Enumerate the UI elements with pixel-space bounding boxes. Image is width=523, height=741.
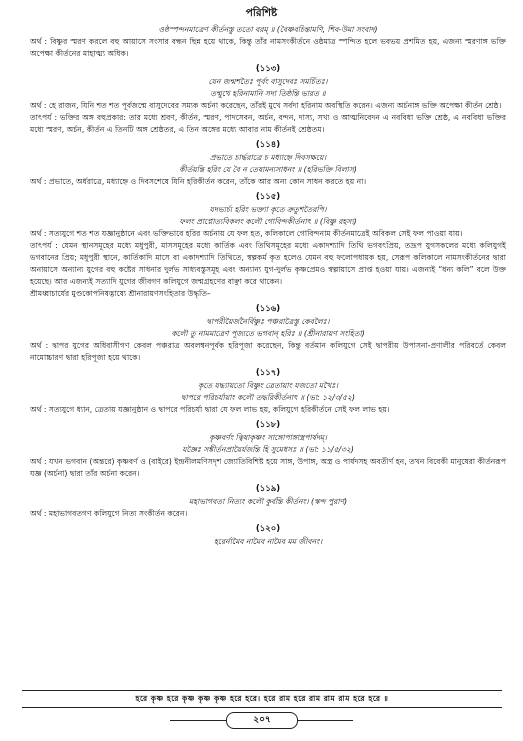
verse-line: কৃতে যদ্ধ্যায়তো বিষ্ণুং ত্রেতায়াং যজতো মখৈঃ। <box>198 381 338 390</box>
sanskrit-verse <box>30 496 506 508</box>
verse-line: কলৌ তু নামমাত্রেণ পূজ্যতে ভগবান্‌ হরিঃ ॥ (শ্রীনারায়ণ সংহিতা) <box>171 329 365 338</box>
commentary-paragraph: অর্থ : মহাভাগবতগণ কলিযুগে নিত্য সংকীর্তন করেন। <box>30 509 188 518</box>
verse-number: (১১৭) <box>255 368 281 378</box>
sanskrit-verse <box>30 24 506 36</box>
verse-line: দ্বাপরে পরিচর্যায়াং কলৌ তদ্ধরিকীর্তনাৎ ॥ (ভা: ১২/৩/৫২) <box>181 393 355 402</box>
footer-rule-top <box>22 690 502 691</box>
verse-line: প্রভাতে চার্দ্ধরাত্রে চ মধ্যাহ্নে দিবসক্ষয়ে। <box>209 153 327 162</box>
verse-line: যেন জন্মশতৈঃ পূর্বং বাসুদেবঃ সমর্চিতঃ। <box>208 77 328 86</box>
commentary-paragraph: অর্থ : দ্বাপর যুগের অধিবাসীগণ কেবল পঞ্চরাত্র অবলম্বনপূর্বক হরিপূজা করেছেন, কিন্তু বর্তমান কলিযুগে সেই দ্বাপরীয় উপাসনা-প্রণালীর পরিবর্তে কেবল নামোচ্চারণ দ্বারা হরিপূজা হয়ে থাকে। <box>30 341 506 362</box>
commentary-paragraph: শ্রীমধ্বাচার্যের মুণ্ডকোপনিষদ্ভাষ্যে শ্রীনারায়ণসংহিতার উদ্ধৃতি– <box>30 289 211 298</box>
commentary-paragraph: অর্থ : বিষ্ণুর স্মরণ করলে বহু আয়াসে সংসার বন্ধন ছিন্ন হয়ে থাকে, কিন্তু তাঁর নামসংকীর্তনে ওষ্ঠমাত্র স্পন্দিত হলে ভবভয় প্রশমিত হয়, এজন্য স্মরণাঙ্গ ভক্তি অপেক্ষা কীর্তনের মাহাত্ম্য অধিক। <box>30 37 506 58</box>
page-title: পরিশিষ্ট <box>245 7 278 19</box>
sanskrit-verse <box>30 76 506 100</box>
sanskrit-verse <box>30 536 506 548</box>
verse-line: দ্বাপরীয়ৈর্জনৈর্বিষ্ণুঃ পঞ্চরাত্রৈস্তু কেবলৈঃ। <box>206 317 330 326</box>
sanskrit-verse <box>30 204 506 228</box>
footer-rule-bottom <box>22 707 502 708</box>
verse-line: যজ্ঞৈঃ সঙ্কীর্তনপ্রায়ৈর্যজন্তি হি সুমেধসঃ ॥ (ভা: ১১/৫/৩২) <box>182 445 354 454</box>
page-number: ২০৭ <box>226 712 298 729</box>
verse-line: হরের্নামৈব নামৈব নামৈব মম জীবনং। <box>213 537 323 546</box>
footer-mantra: হরে কৃষ্ণ হরে কৃষ্ণ কৃষ্ণ কৃষ্ণ হরে হরে। হরে রাম হরে রাম রাম রাম হরে হরে ॥ <box>135 694 389 703</box>
verse-number: (১১৮) <box>255 420 281 430</box>
page-content <box>30 24 506 548</box>
commentary-paragraph: অর্থ : যখন ভগবান (অন্তরে) কৃষ্ণবর্ণ ও (বাইরে) ইন্দ্রনীলমণিসদৃশ জ্যোতিবিশিষ্ট হয়ে সাঙ্গ, উপাঙ্গ, অস্ত্র ও পার্ষদসহ অবতীর্ণ হন, তখন বিবেকী মানুষেরা কীর্তনরূপ যজ্ঞ (অর্চনা) দ্বারা তাঁর অর্চনা করেন। <box>30 457 506 478</box>
commentary-paragraph: তাৎপর্য : যেমন স্থানসমূহের মধ্যে মধুপুরী, মাসসমূহের মধ্যে কার্তিক এবং তিথিসমূহের মধ্যে একাদশ্যাদি তিথি ভগবৎপ্রিয়, তদ্রূপ যুগসকলের মধ্যে কলিযুগই ভগবানের প্রিয়; মধুপুরী স্থানে, কার্তিকাদি মাসে বা একাদশ্যাদি তিথিতে, স্বল্পকর্ম কৃত হলেও যেমন বহু ফলোপধায়ক হয়, সেরূপ কলিকালে নামসংকীর্তনের দ্বারা অনায়াসে অন্যান্য যুগের বহু কষ্টের সাধনার দুর্লভ সাধ্যবস্তুসমূহ এবং অন্যান্য যুগ-দুর্লভ কৃষ্ণপ্রেমও স্বল্পায়াসে প্রাপ্ত হওয়া যায়। এজন্যই “ধন্য কলি” বলে উক্ত হয়েছে। আর এজন্যই সত্যাদি যুগের জীবগণ কলিযুগে জন্মগ্রহণের বাঞ্ছা করে থাকেন। <box>30 241 506 286</box>
sanskrit-verse <box>30 152 506 176</box>
sanskrit-verse <box>30 380 506 404</box>
commentary-paragraph: অর্থ : সত্যযুগে ধ্যান, ত্রেতায় যজ্ঞানুষ্ঠান ও দ্বাপরে পরিচর্যা দ্বারা যে ফল লাভ হয়, কলিযুগে হরিকীর্তনে সেই ফল লাভ হয়। <box>30 405 390 414</box>
verse-number: (১১৫) <box>255 192 281 202</box>
verse-line: মহাভাগবতা নিত্যং কলৌ কুর্বন্তি কীর্তনং। (স্কন্দ পুরাণ) <box>188 497 348 506</box>
sanskrit-verse <box>30 316 506 340</box>
commentary-paragraph: অর্থ : প্রভাতে, অর্ধরাত্রে, মধ্যাহ্নে ও দিবসশেষে যিনি হরিকীর্তন করেন, তাঁকে আর অন্য কোন সাধন করতে হয় না। <box>30 177 367 186</box>
verse-line: কৃষ্ণবর্ণং ত্বিষাকৃষ্ণং সাঙ্গোপাঙ্গাস্ত্রপার্ষদম্‌। <box>209 433 327 442</box>
verse-line: ওষ্ঠস্পন্দনমাত্রেণ কীর্তনস্তু ততো বরম্‌ ॥ (বৈষ্ণবচিন্তামণি, শিব-উমা সংবাদ) <box>158 25 378 34</box>
commentary-paragraph: অর্থ : সত্যযুগে শত শত যজ্ঞানুষ্ঠানে এবং ভক্তিভাবে হরির অর্চনায় যে ফল হত, কলিকালে গোবিন্দনাম কীর্তনমাত্রেই অবিকল সেই ফল পাওয়া যায়। <box>30 229 463 238</box>
verse-number: (১১৬) <box>255 304 281 314</box>
sanskrit-verse <box>30 432 506 456</box>
verse-line: যদভ্যর্চ্য হরিং ভক্ত্যা কৃতে ক্রতুশতৈরপি। <box>209 205 327 214</box>
page-number-ornament <box>0 712 523 728</box>
verse-number: (১২০) <box>255 524 281 534</box>
verse-line: তন্মুখে হরিনামানি সদা তিষ্ঠন্তি ভারত ॥ <box>210 89 326 98</box>
verse-line: কীর্তয়ন্তি হরিং যে বৈ ন তেষামন্যসাধনং ॥ (হরিভক্তি বিলাস) <box>179 165 357 174</box>
verse-number: (১১৪) <box>255 140 281 150</box>
verse-number: (১১৩) <box>255 64 281 74</box>
verse-number: (১১৯) <box>255 484 281 494</box>
verse-line: ফলং প্রাপ্নোত্যবিকলং কলৌ গোবিন্দকীর্তনাৎ ॥ (বিষ্ণু রহস্য) <box>179 217 357 226</box>
commentary-paragraph: অর্থ : হে রাজন, যিনি শত শত পূর্বজন্মে বাসুদেবের সম্যক অর্চনা করেছেন, তাঁরই মুখে সর্বদা হরিনাম অবস্থিতি করেন। এজন্য অর্চনাঙ্গ ভক্তি অপেক্ষা কীর্তন শ্রেষ্ঠ। <box>30 101 502 110</box>
commentary-paragraph: তাৎপর্য : ভক্তির অঙ্গ বহুপ্রকার: তার মধ্যে শ্রবণ, কীর্তন, স্মরণ, পাদসেবন, অর্চন, বন্দন, দাস্য, সখ্য ও আত্মনিবেদন এ নববিধা ভক্তি শ্রেষ্ঠ, এ নববিধা ভক্তির মধ্যে স্মরণ, অর্চন, কীর্তন এ তিনটি অঙ্গ শ্রেষ্ঠতর, এ তিন অঙ্গের মধ্যে আবার নাম কীর্তনই শ্রেষ্ঠতম। <box>30 113 506 134</box>
